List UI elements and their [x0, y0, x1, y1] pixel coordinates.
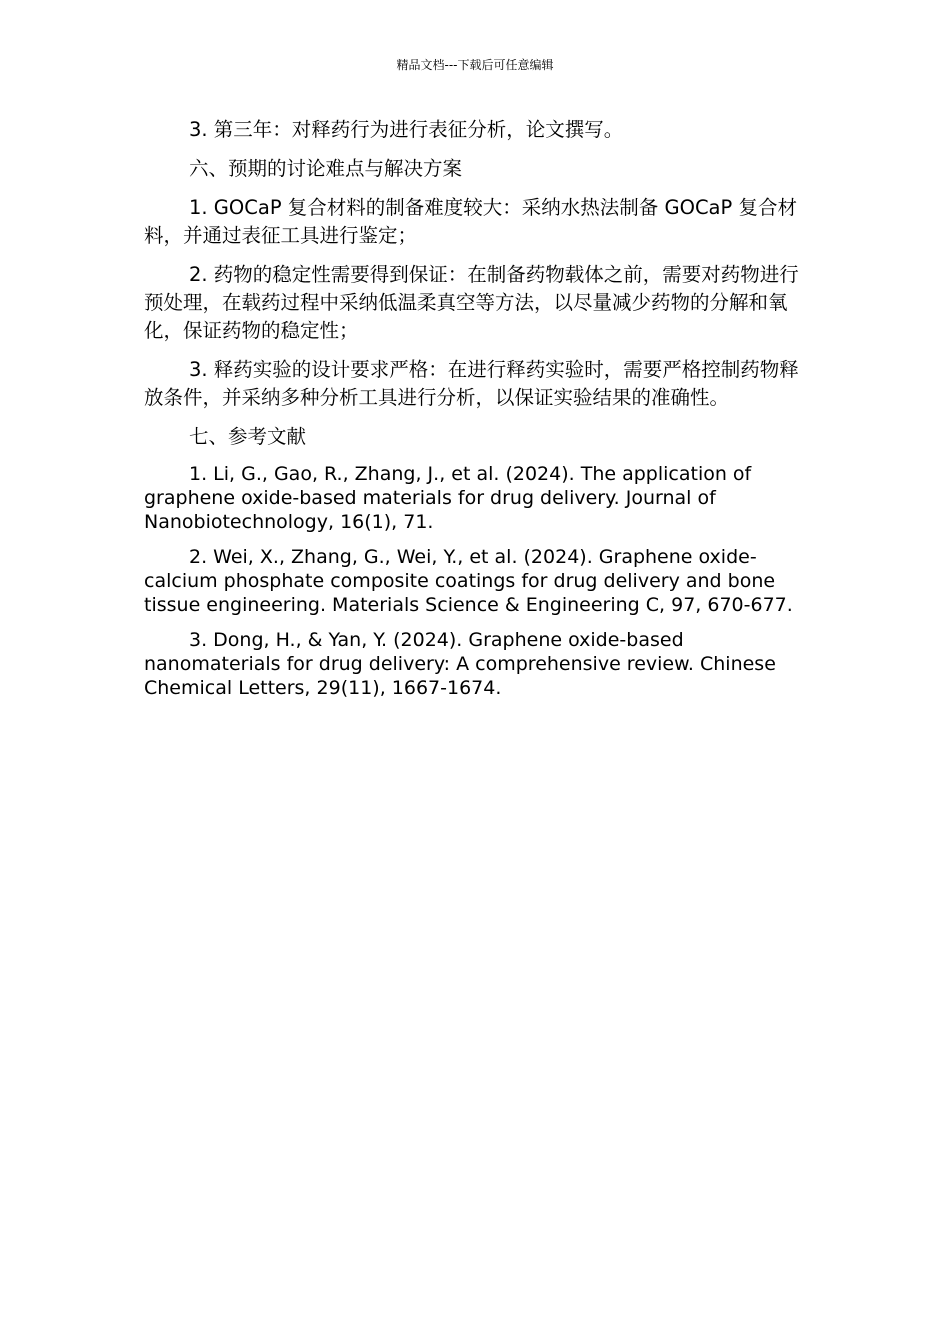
plan-year-three: 3. 第三年：对释药行为进行表征分析，论文撰写。: [189, 118, 624, 141]
difficulty-item-2: 2. 药物的稳定性需要得到保证：在制备药物载体之前，需要对药物进行预处理，在载药过程中采纳低温柔真空等方法，以尽量减少药物的分解和氧化，保证药物的稳定性；: [144, 263, 799, 342]
document-body: [144, 116, 806, 711]
reference-item-2: 2. Wei, X., Zhang, G., Wei, Y., et al. (2024). Graphene oxide-calcium phosphate composite coatings for drug delivery and bone tissue engineering. Materials Science & Engineering C, 97, 670-677.: [144, 546, 793, 616]
difficulty-item-1: 1. GOCaP 复合材料的制备难度较大：采纳水热法制备 GOCaP 复合材料，并通过表征工具进行鉴定；: [144, 196, 797, 247]
reference-item-3: 3. Dong, H., & Yan, Y. (2024). Graphene oxide-based nanomaterials for drug delivery: A comprehensive review. Chinese Chemical Letters, 29(11), 1667-1674.: [144, 629, 776, 699]
page-header: 精品文档---下载后可任意编辑: [396, 58, 554, 72]
reference-item-1: 1. Li, G., Gao, R., Zhang, J., et al. (2024). The application of graphene oxide-based materials for drug delivery. Journal of Nanobiotechnology, 16(1), 71.: [144, 463, 752, 533]
difficulty-item-3: 3. 释药实验的设计要求严格：在进行释药实验时，需要严格控制药物释放条件，并采纳多种分析工具进行分析，以保证实验结果的准确性。: [144, 358, 799, 409]
section-heading-references: 七、参考文献: [189, 425, 307, 448]
section-heading-difficulties: 六、预期的讨论难点与解决方案: [189, 157, 463, 180]
